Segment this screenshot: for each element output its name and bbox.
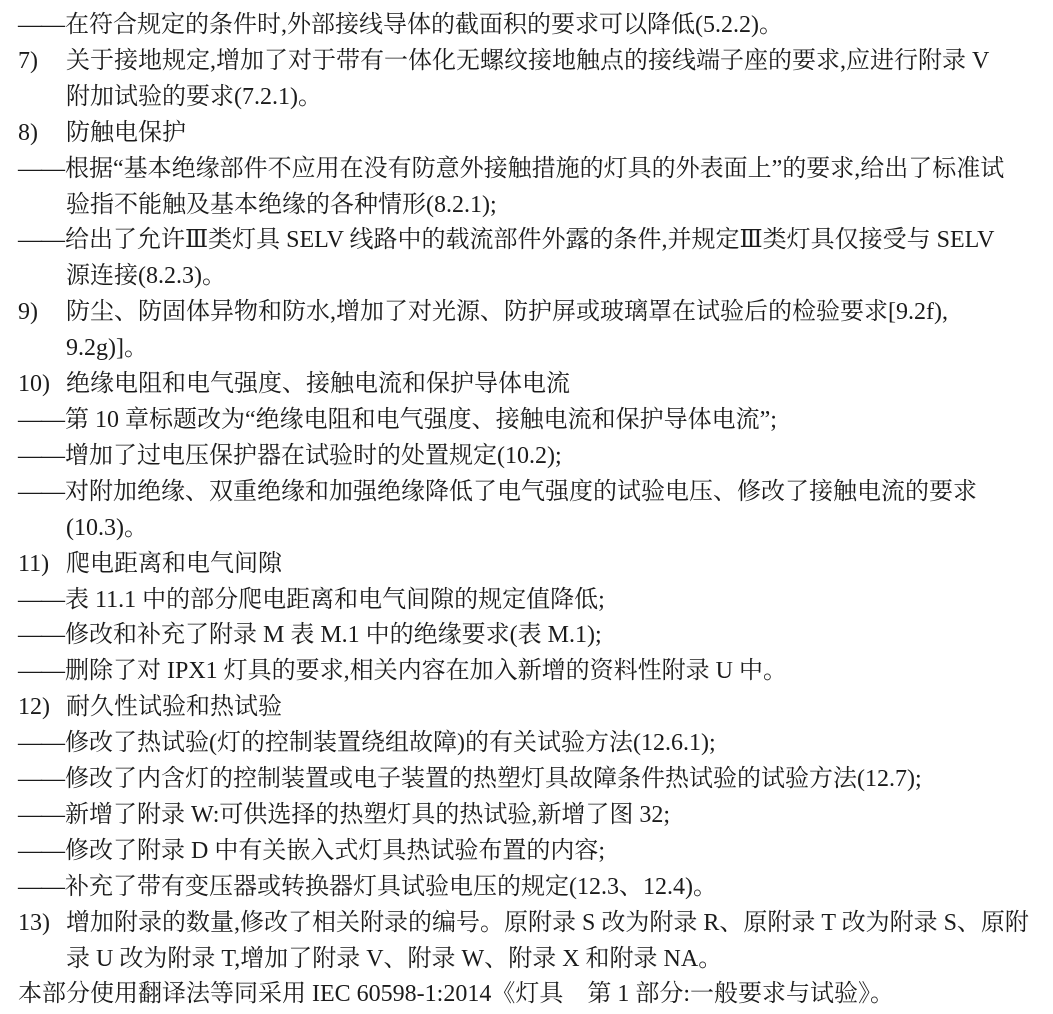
line-text: 对附加绝缘、双重绝缘和加强绝缘降低了电气强度的试验电压、修改了接触电流的要求 — [65, 478, 977, 505]
dash-marker: —— — [18, 478, 64, 505]
number-marker: 13) — [18, 909, 50, 936]
list-item-dash — [18, 152, 1027, 188]
list-item-numbered — [18, 116, 1027, 152]
list-item-dash — [18, 618, 1027, 654]
line-text: 验指不能触及基本绝缘的各种情形(8.2.1); — [66, 191, 497, 218]
continuation-line — [18, 331, 1027, 367]
number-marker: 12) — [18, 694, 50, 721]
closing-paragraph — [18, 977, 1027, 1013]
number-marker: 8) — [18, 119, 38, 146]
list-item-dash — [18, 798, 1027, 834]
dash-marker: —— — [18, 766, 64, 793]
dash-marker: —— — [18, 12, 64, 38]
list-item-dash — [18, 403, 1027, 439]
list-item-dash — [18, 834, 1027, 870]
list-item-dash — [18, 223, 1027, 259]
line-text: 绝缘电阻和电气强度、接触电流和保护导体电流 — [66, 371, 570, 398]
number-marker: 11) — [18, 550, 50, 577]
list-item-dash — [18, 475, 1027, 511]
dash-marker: —— — [18, 586, 64, 613]
continuation-line — [18, 80, 1027, 116]
line-text: 耐久性试验和热试验 — [66, 694, 282, 721]
line-text: 关于接地规定,增加了对于带有一体化无螺纹接地触点的接线端子座的要求,应进行附录 V — [66, 47, 990, 74]
list-item-dash — [18, 583, 1027, 619]
line-text: 根据“基本绝缘部件不应用在没有防意外接触措施的灯具的外表面上”的要求,给出了标准试 — [65, 155, 1005, 182]
list-item-numbered — [18, 295, 1027, 331]
list-item-numbered — [18, 367, 1027, 403]
continuation-line — [18, 259, 1027, 295]
line-text: 增加附录的数量,修改了相关附录的编号。原附录 S 改为附录 R、原附录 T 改为附录 S、原附 — [66, 909, 1029, 936]
line-text: (10.3)。 — [66, 514, 148, 541]
line-text: 补充了带有变压器或转换器灯具试验电压的规定(12.3、12.4)。 — [65, 873, 717, 900]
list-item-dash — [18, 654, 1027, 690]
dash-marker: —— — [18, 622, 64, 649]
line-text: 表 11.1 中的部分爬电距离和电气间隙的规定值降低; — [65, 586, 605, 613]
line-text: 增加了过电压保护器在试验时的处置规定(10.2); — [65, 442, 562, 469]
line-text: 第 10 章标题改为“绝缘电阻和电气强度、接触电流和保护导体电流”; — [65, 406, 777, 433]
line-text: 修改了热试验(灯的控制装置绕组故障)的有关试验方法(12.6.1); — [65, 730, 716, 757]
number-marker: 10) — [18, 371, 50, 398]
list-item-dash — [18, 8, 1027, 44]
list-item-dash — [18, 762, 1027, 798]
line-text: 本部分使用翻译法等同采用 IEC 60598-1:2014《灯具 第 1 部分:一般要求与试验》。 — [18, 981, 894, 1008]
line-text: 删除了对 IPX1 灯具的要求,相关内容在加入新增的资料性附录 U 中。 — [65, 658, 788, 685]
continuation-line — [18, 511, 1027, 547]
line-text: 修改了内含灯的控制装置或电子装置的热塑灯具故障条件热试验的试验方法(12.7); — [65, 766, 922, 793]
list-item-dash — [18, 726, 1027, 762]
dash-marker: —— — [18, 442, 64, 469]
line-text: 防尘、防固体异物和防水,增加了对光源、防护屏或玻璃罩在试验后的检验要求[9.2f), — [66, 299, 948, 326]
continuation-line — [18, 942, 1027, 978]
line-text: 给出了允许Ⅲ类灯具 SELV 线路中的载流部件外露的条件,并规定Ⅲ类灯具仅接受与 SELV — [65, 227, 995, 254]
list-item-dash — [18, 439, 1027, 475]
line-text: 修改了附录 D 中有关嵌入式灯具热试验布置的内容; — [65, 837, 605, 864]
line-text: 新增了附录 W:可供选择的热塑灯具的热试验,新增了图 32; — [65, 801, 671, 828]
number-marker: 7) — [18, 47, 38, 74]
line-text: 修改和补充了附录 M 表 M.1 中的绝缘要求(表 M.1); — [65, 622, 602, 649]
dash-marker: —— — [18, 730, 64, 757]
dash-marker: —— — [18, 227, 64, 254]
dash-marker: —— — [18, 837, 64, 864]
dash-marker: —— — [18, 658, 64, 685]
number-marker: 9) — [18, 299, 38, 326]
dash-marker: —— — [18, 155, 64, 182]
line-text: 源连接(8.2.3)。 — [66, 263, 226, 290]
dash-marker: —— — [18, 873, 64, 900]
line-text: 在符合规定的条件时,外部接线导体的截面积的要求可以降低(5.2.2)。 — [65, 12, 783, 38]
line-text: 9.2g)]。 — [66, 335, 148, 362]
line-text: 录 U 改为附录 T,增加了附录 V、附录 W、附录 X 和附录 NA。 — [66, 945, 723, 972]
line-text: 防触电保护 — [66, 119, 186, 146]
line-text: 附加试验的要求(7.2.1)。 — [66, 83, 322, 110]
list-item-dash — [18, 870, 1027, 906]
line-text: 爬电距离和电气间隙 — [66, 550, 282, 577]
list-item-numbered — [18, 44, 1027, 80]
continuation-line — [18, 188, 1027, 224]
dash-marker: —— — [18, 406, 64, 433]
list-item-numbered — [18, 690, 1027, 726]
dash-marker: —— — [18, 801, 64, 828]
list-item-numbered — [18, 906, 1027, 942]
list-item-numbered — [18, 547, 1027, 583]
